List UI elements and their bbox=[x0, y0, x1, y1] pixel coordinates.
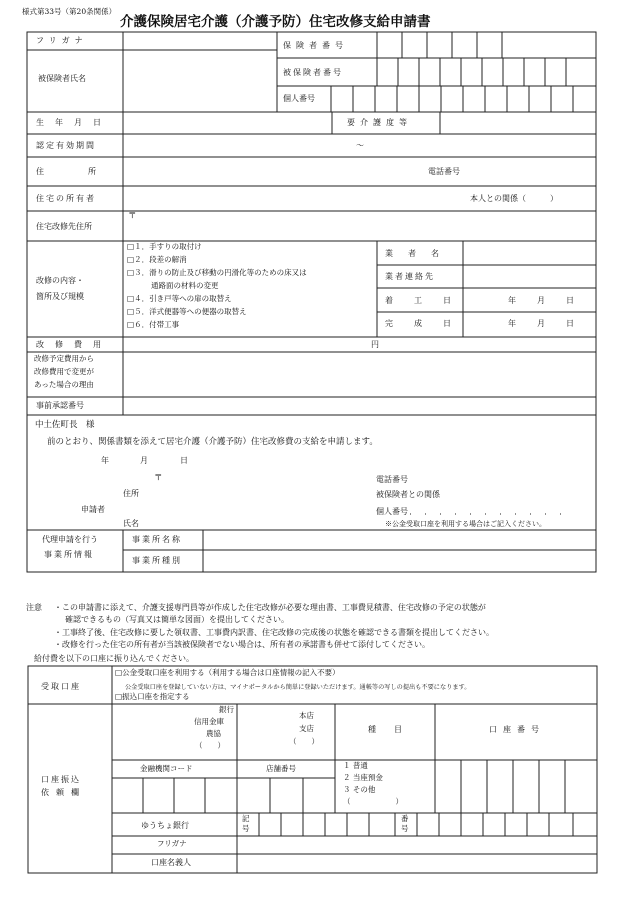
contractor-label: 業者名 bbox=[385, 249, 454, 258]
complete-month: 月 bbox=[537, 319, 545, 328]
holder-furigana-label: フリガナ bbox=[157, 839, 187, 848]
applicant-postal-mark: 〒 bbox=[154, 473, 163, 483]
note-line-4: ・改修を行った住宅の所有者が当該被保険者でない場合は、所有者の承諾書も併せて添付してください。 bbox=[54, 640, 430, 649]
item-4: □４．引き戸等への扉の取替え bbox=[127, 294, 232, 303]
branch-word-main: 本店 bbox=[299, 711, 314, 720]
transfer-request-label-1: 口座振込 bbox=[41, 775, 81, 784]
relation-label: 本人との関係（ ） bbox=[470, 194, 558, 203]
complete-day: 日 bbox=[566, 319, 574, 328]
addressee: 中土佐町長 様 bbox=[35, 420, 95, 430]
complete-year: 年 bbox=[508, 319, 516, 328]
type-ordinary: １ 普通 bbox=[343, 761, 368, 770]
note-line-1: ・この申請書に添えて、介護支援専門員等が作成した住宅改修が必要な理由書、工事費見積書、住宅改修の予定の状態が bbox=[54, 603, 486, 612]
type-current: ２ 当座預金 bbox=[343, 773, 383, 782]
applicant-address-label: 住所 bbox=[123, 489, 139, 498]
item-5: □５．洋式便器等への便器の取替え bbox=[127, 307, 247, 316]
period-tilde: ～ bbox=[356, 141, 364, 150]
owner-label: 住宅の所有者 bbox=[36, 194, 96, 203]
branch-word-branch: 支店 bbox=[299, 724, 314, 733]
insurer-number-label: 保険者番号 bbox=[283, 41, 348, 50]
prior-approval-label: 事前承認番号 bbox=[36, 401, 84, 410]
cost-label: 改修費用 bbox=[36, 340, 112, 349]
type-other-paren: （ ） bbox=[343, 797, 403, 806]
account-holder-label: 口座名義人 bbox=[151, 858, 191, 867]
branch-number-label: 店舗番号 bbox=[266, 764, 296, 773]
applicant-label: 申請者 bbox=[81, 505, 105, 514]
applicant-personal-number-label: 個人番号 bbox=[376, 507, 408, 516]
bank-word-other: （ ） bbox=[195, 741, 225, 750]
item-3-cont: 通路面の材料の変更 bbox=[151, 281, 219, 290]
office-type-label: 事業所種別 bbox=[132, 556, 182, 565]
yen-label: 円 bbox=[371, 340, 379, 349]
bango-label-2: 号 bbox=[401, 824, 409, 833]
birth-date-label: 生年月日 bbox=[36, 118, 112, 127]
kigo-label-2: 号 bbox=[242, 824, 250, 833]
apply-year: 年 bbox=[101, 456, 109, 465]
start-month: 月 bbox=[537, 296, 545, 305]
branch-word-other: （ ） bbox=[289, 737, 319, 746]
transfer-intro: 給付費を以下の口座に振り込んでください。 bbox=[34, 654, 194, 663]
content-label-1: 改修の内容・ bbox=[36, 276, 84, 285]
complete-date-label: 完成日 bbox=[385, 319, 472, 328]
personal-number-label: 個人番号 bbox=[283, 94, 315, 103]
yucho-bank-label: ゆうちょ銀行 bbox=[141, 821, 189, 830]
renovation-address-label: 住宅改修先住所 bbox=[36, 222, 92, 231]
application-statement: 前のとおり、関係書類を添えて居宅介護（介護予防）住宅改修費の支給を申請します。 bbox=[47, 437, 378, 447]
transfer-request-label-2: 依頼欄 bbox=[41, 788, 86, 797]
proxy-label-1: 代理申請を行う bbox=[42, 535, 98, 544]
page-title: 介護保険居宅介護（介護予防）住宅改修支給申請書 bbox=[120, 14, 431, 30]
bank-word-bank: 銀行 bbox=[219, 705, 234, 714]
content-label-2: 箇所及び規模 bbox=[36, 292, 84, 301]
type-other: ３ その他 bbox=[343, 785, 376, 794]
account-number-label: 口座番号 bbox=[489, 725, 545, 734]
care-level-label: 要介護度等 bbox=[347, 118, 412, 127]
start-date-label: 着工日 bbox=[385, 296, 472, 305]
furigana-label: フリガナ bbox=[36, 36, 88, 45]
note-line-2: 確認できるもの（写真又は簡単な図面）を提出してください。 bbox=[65, 615, 289, 624]
apply-month: 月 bbox=[140, 456, 148, 465]
bango-label-1: 番 bbox=[401, 814, 409, 823]
kigo-label-1: 記 bbox=[242, 814, 250, 823]
receive-account-label: 受取口座 bbox=[41, 682, 81, 691]
applicant-relation-label: 被保険者との関係 bbox=[376, 490, 440, 499]
account-type-label: 種目 bbox=[368, 725, 420, 734]
reason-line-3: あった場合の理由 bbox=[34, 380, 94, 389]
public-account-guidance: 公金受取口座を登録していない方は、マイナポータルから簡単に登録いただけます。通帳等の写しの提出も不要になります。 bbox=[125, 684, 471, 691]
item-1: □１．手すりの取付け bbox=[127, 242, 202, 251]
public-account-note: ※公金受取口座を利用する場合はご記入ください。 bbox=[385, 520, 546, 528]
office-name-label: 事業所名称 bbox=[132, 535, 182, 544]
bank-word-shinkin: 信用金庫 bbox=[194, 717, 224, 726]
transfer-account-option[interactable]: □振込口座を指定する bbox=[115, 692, 190, 701]
reason-line-1: 改修予定費用から bbox=[34, 354, 94, 363]
notes-label: 注意 bbox=[26, 603, 42, 612]
insured-number-label: 被保険者番号 bbox=[283, 68, 343, 77]
postal-mark: 〒 bbox=[128, 211, 137, 221]
address-label: 住所 bbox=[36, 167, 140, 176]
note-line-3: ・工事終了後、住宅改修に要した領収書、工事費内訳書、住宅改修の完成後の状態を確認できる書類を提出してください。 bbox=[54, 628, 494, 637]
phone-label: 電話番号 bbox=[428, 167, 460, 176]
start-day: 日 bbox=[566, 296, 574, 305]
item-2: □２．段差の解消 bbox=[127, 255, 187, 264]
bank-word-nokyo: 農協 bbox=[206, 729, 221, 738]
valid-period-label: 認定有効期間 bbox=[36, 141, 96, 150]
item-6: □６．付帯工事 bbox=[127, 320, 180, 329]
item-3: □３．滑りの防止及び移動の円滑化等のための床又は bbox=[127, 268, 307, 277]
public-account-option[interactable]: □公金受取口座を利用する（利用する場合は口座情報の記入不要） bbox=[115, 668, 340, 677]
applicant-name-label: 氏名 bbox=[123, 519, 139, 528]
reason-line-2: 改修費用で変更が bbox=[34, 367, 94, 376]
proxy-label-2: 事業所情報 bbox=[44, 550, 94, 559]
insured-name-label: 被保険者氏名 bbox=[38, 74, 86, 83]
applicant-phone-label: 電話番号 bbox=[376, 475, 408, 484]
contractor-contact-label: 業者連絡先 bbox=[385, 272, 435, 281]
bank-code-label: 金融機関コード bbox=[140, 764, 193, 773]
form-number: 様式第33号（第20条関係） bbox=[22, 7, 117, 16]
apply-day: 日 bbox=[180, 456, 188, 465]
start-year: 年 bbox=[508, 296, 516, 305]
